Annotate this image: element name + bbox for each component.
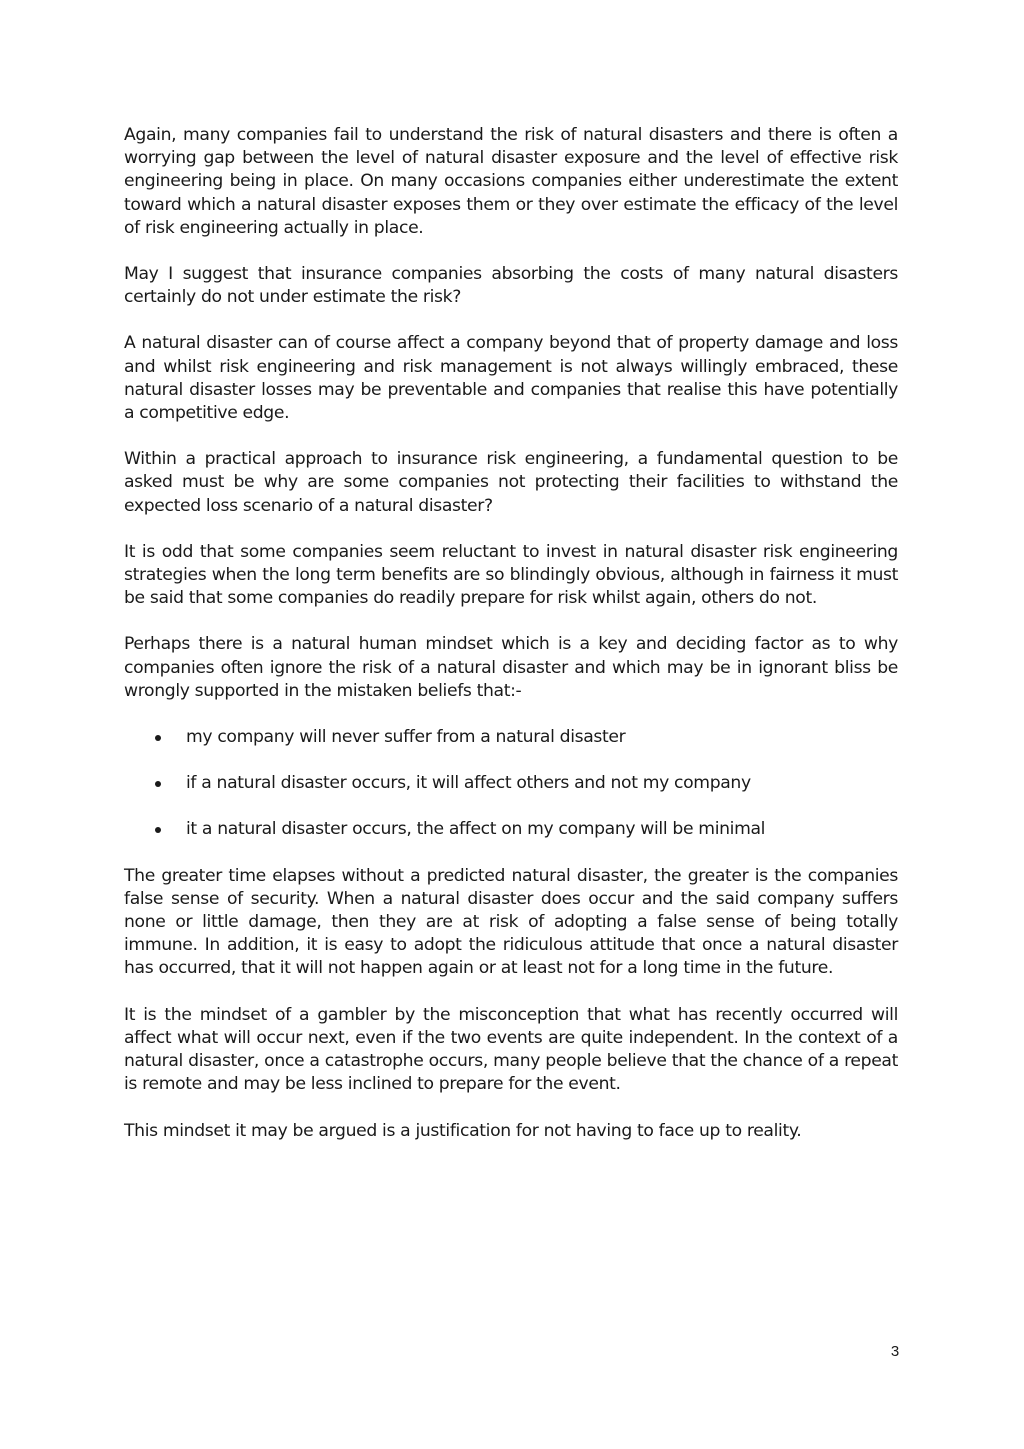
bullet-dot-icon [155, 735, 161, 741]
paragraph: Within a practical approach to insurance risk engineering, a fundamental question to be asked must be why are some companies not protecting their facilities to withstand the expected loss scenario of a natural disaster? [124, 449, 898, 516]
paragraph: It is odd that some companies seem reluctant to invest in natural disaster risk engineering strategies when the long term benefits are so blindingly obvious, although in fairness it must be said that some companies do readily prepare for risk whilst again, others do not. [124, 541, 898, 609]
list-item-text: it a natural disaster occurs, the affect on my company will be minimal [186, 819, 766, 840]
list-item [124, 772, 898, 795]
list-item-text: if a natural disaster occurs, it will affect others and not my company [186, 773, 751, 794]
paragraph: This mindset it may be argued is a justification for not having to face up to reality. [124, 1120, 802, 1141]
document-body [124, 124, 898, 1166]
bullet-dot-icon [155, 781, 161, 787]
page-number: 3 [890, 1343, 900, 1360]
list-item [124, 726, 898, 749]
list-item [124, 818, 898, 841]
bullet-dot-icon [155, 827, 161, 833]
paragraph: Perhaps there is a natural human mindset which is a key and deciding factor as to why companies often ignore the risk of a natural disaster and which may be in ignorant bliss be wrongly supported in the mistaken beliefs that:- [124, 634, 898, 701]
paragraph: May I suggest that insurance companies absorbing the costs of many natural disasters certainly do not under estimate the risk? [124, 264, 898, 308]
paragraph: A natural disaster can of course affect a company beyond that of property damage and loss and whilst risk engineering and risk management is not always willingly embraced, these natural disaster losses may be preventable and companies that realise this have potentially a competitive edge. [124, 333, 898, 424]
list-item-text: my company will never suffer from a natural disaster [186, 727, 626, 748]
paragraph: Again, many companies fail to understand the risk of natural disasters and there is often a worrying gap between the level of natural disaster exposure and the level of effective risk engineering being in place. On many occasions companies either underestimate the extent toward which a natural disaster exposes them or they over estimate the efficacy of the level of risk engineering actually in place. [124, 125, 898, 238]
bullet-list [124, 726, 898, 842]
paragraph: It is the mindset of a gambler by the misconception that what has recently occurred will affect what will occur next, even if the two events are quite independent. In the context of a natural disaster, once a catastrophe occurs, many people believe that the chance of a repeat is remote and may be less inclined to prepare for the event. [124, 1004, 898, 1095]
paragraph: The greater time elapses without a predicted natural disaster, the greater is the companies false sense of security. When a natural disaster does occur and the said company suffers none or little damage, then they are at risk of adopting a false sense of being totally immune. In addition, it is easy to adopt the ridiculous attitude that once a natural disaster has occurred, that it will not happen again or at least not for a long time in the future. [124, 865, 898, 979]
